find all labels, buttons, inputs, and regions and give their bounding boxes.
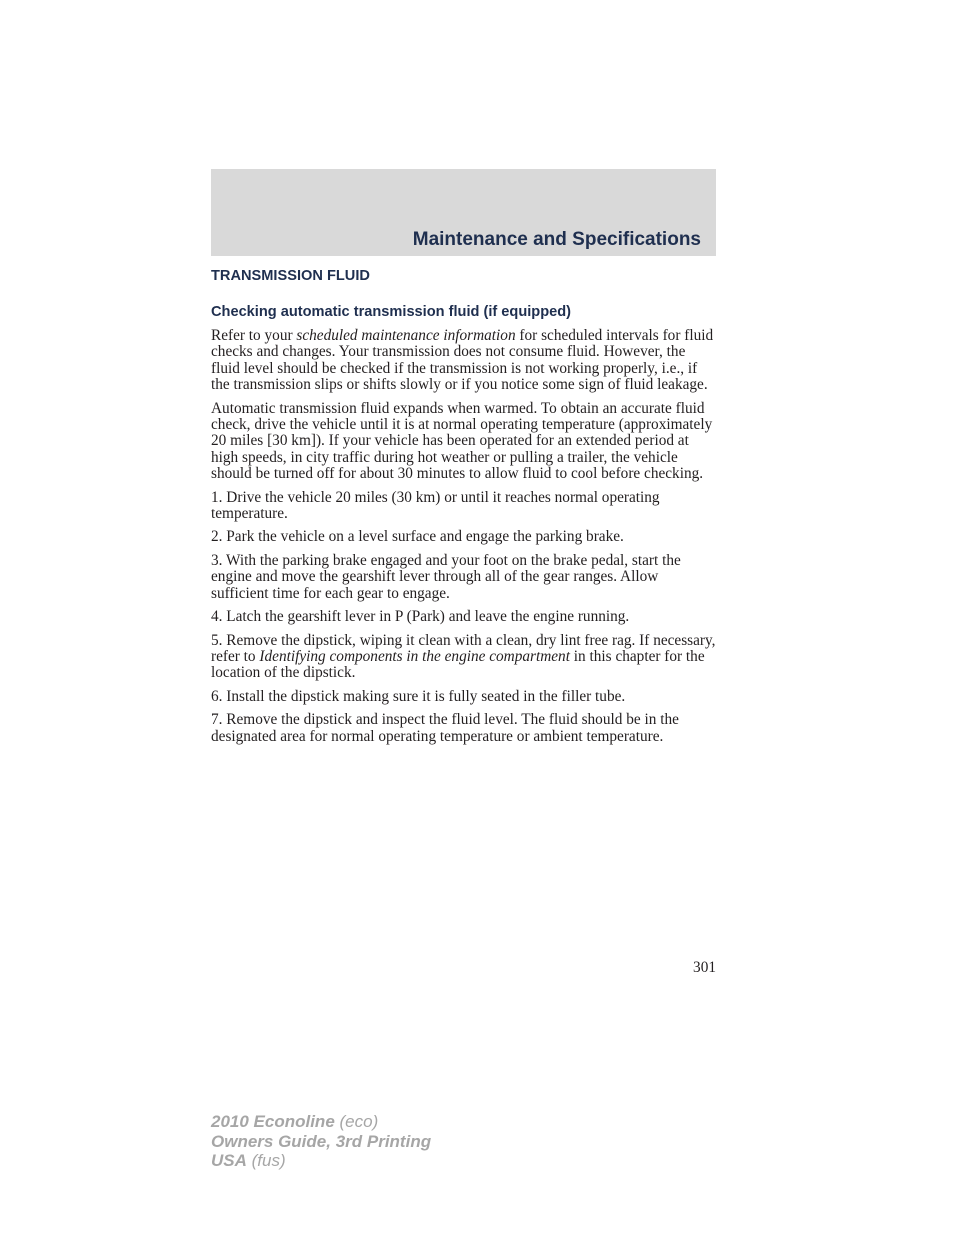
step-6: 6. Install the dipstick making sure it is fully seated in the filler tube. xyxy=(211,687,626,705)
step-3: 3. With the parking brake engaged and your foot on the brake pedal, start the engine and move the gearshift lever through all of the gear ranges. Allow sufficient time for each gear to engage. xyxy=(211,551,681,602)
footer-publication-info xyxy=(211,1112,431,1171)
section-title: Maintenance and Specifications xyxy=(412,229,701,250)
step-4: 4. Latch the gearshift lever in P (Park) and leave the engine running. xyxy=(211,608,630,626)
footer-line-region: USA (fus) xyxy=(211,1151,286,1170)
heading-transmission-fluid: TRANSMISSION FLUID xyxy=(211,268,370,284)
subheading-checking-fluid: Checking automatic transmission fluid (if equipped) xyxy=(211,304,572,320)
page-number: 301 xyxy=(693,959,716,976)
paragraph-fluid-expands: Automatic transmission fluid expands when warmed. To obtain an accurate fluid check, drive the vehicle until it is at normal operating temperature (approximately 20 miles [30 km]). If your vehicle has been operated for an extended period at high speeds, in city traffic during hot weather or pulling a trailer, the vehicle should be turned off for about 30 minutes to allow fluid to cool before checking. xyxy=(211,399,713,483)
page-content xyxy=(211,266,717,752)
step-5: 5. Remove the dipstick, wiping it clean with a clean, dry lint free rag. If necessary, refer to Identifying components in the engine compartment in this chapter for the location of the dipstick. xyxy=(211,631,716,682)
footer-line-model: 2010 Econoline (eco) xyxy=(211,1112,379,1131)
step-7: 7. Remove the dipstick and inspect the fluid level. The fluid should be in the designated area for normal operating temperature or ambient temperature. xyxy=(211,711,679,745)
cross-reference-scheduled-maintenance: scheduled maintenance information xyxy=(296,327,516,344)
section-header-band xyxy=(211,169,716,256)
footer-line-guide: Owners Guide, 3rd Printing xyxy=(211,1131,432,1151)
step-2: 2. Park the vehicle on a level surface and engage the parking brake. xyxy=(211,528,624,546)
cross-reference-engine-compartment: Identifying components in the engine compartment xyxy=(259,647,570,665)
paragraph-intro: Refer to your scheduled maintenance information for scheduled intervals for fluid checks and changes. Your transmission does not consume fluid. However, the fluid level should be checked if the transmission is not working properly, i.e., if the transmission slips or shifts slowly or if you notice some sign of fluid leakage. xyxy=(211,327,714,394)
step-1: 1. Drive the vehicle 20 miles (30 km) or until it reaches normal operating temperature. xyxy=(211,488,660,523)
